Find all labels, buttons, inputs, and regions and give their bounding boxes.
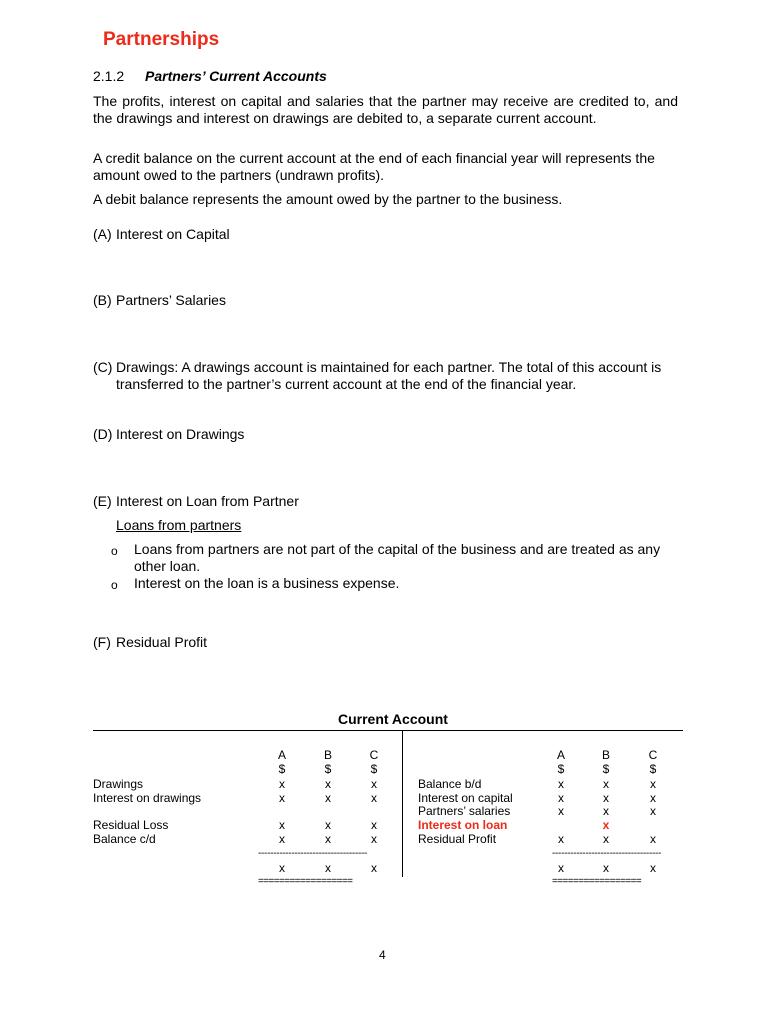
section-title: Partners’ Current Accounts bbox=[145, 68, 327, 84]
item-c-label: (C) bbox=[93, 359, 113, 375]
bullet-2-text: Interest on the loan is a business expense. bbox=[134, 575, 400, 591]
loans-heading: Loans from partners bbox=[116, 517, 242, 533]
bullet-2 bbox=[111, 575, 691, 592]
account-center-rule bbox=[402, 731, 403, 877]
credit-label-balance-bd: Balance b/d bbox=[418, 777, 482, 791]
credit-cell: x bbox=[650, 804, 656, 818]
credit-cell: x bbox=[603, 832, 609, 846]
right-col-b-header: B bbox=[601, 748, 610, 762]
right-col-b-currency: $ bbox=[602, 762, 610, 776]
section-heading bbox=[93, 68, 327, 84]
item-e bbox=[93, 493, 299, 510]
paragraph-1: The profits, interest on capital and salaries that the partner may receive are credited to, and the drawings and interest on drawings are debited to, a separate current account. bbox=[93, 93, 678, 126]
debit-cell: x bbox=[325, 791, 331, 805]
left-col-a-header: A bbox=[277, 748, 286, 762]
paragraph-2: A credit balance on the current account at the end of each financial year will represents the amount owed to the partners (undrawn profits). bbox=[93, 150, 655, 183]
right-total-cell: x bbox=[650, 861, 656, 875]
credit-label-partners-salaries: Partners’ salaries bbox=[418, 804, 511, 818]
item-a-label: (A) bbox=[93, 226, 112, 242]
right-col-a-header: A bbox=[556, 748, 565, 762]
account-top-rule bbox=[93, 730, 683, 731]
debit-cell: x bbox=[325, 818, 331, 832]
left-total-cell: x bbox=[371, 861, 377, 875]
item-c bbox=[93, 359, 733, 392]
credit-cell: x bbox=[650, 777, 656, 791]
left-total-cell: x bbox=[279, 861, 285, 875]
right-total-cell: x bbox=[603, 861, 609, 875]
bullet-marker: o bbox=[111, 544, 118, 558]
item-e-text: Interest on Loan from Partner bbox=[116, 493, 299, 509]
credit-label-interest-on-capital: Interest on capital bbox=[418, 791, 513, 805]
debit-label-drawings: Drawings bbox=[93, 777, 144, 791]
item-d bbox=[93, 426, 244, 443]
right-col-c-currency: $ bbox=[649, 762, 657, 776]
credit-label-interest-on-loan: Interest on loan bbox=[418, 818, 508, 832]
debit-label-residual-loss: Residual Loss bbox=[93, 818, 169, 832]
right-double-rule: ================= bbox=[552, 876, 642, 887]
credit-cell: x bbox=[558, 777, 564, 791]
page-title: Partnerships bbox=[103, 29, 220, 50]
debit-cell: x bbox=[279, 791, 285, 805]
left-subtotal-line: ------------------------------------ bbox=[258, 848, 368, 859]
item-f-text: Residual Profit bbox=[116, 634, 208, 650]
credit-cell: x bbox=[558, 832, 564, 846]
left-double-rule: ================== bbox=[258, 876, 353, 887]
section-number: 2.1.2 bbox=[93, 68, 125, 84]
current-account-title: Current Account bbox=[338, 711, 448, 727]
right-subtotal-line: ------------------------------------ bbox=[552, 848, 662, 859]
credit-cell: x bbox=[558, 791, 564, 805]
item-e-label: (E) bbox=[93, 493, 112, 509]
bullet-marker: o bbox=[111, 578, 118, 592]
credit-cell: x bbox=[558, 804, 564, 818]
left-total-cell: x bbox=[325, 861, 331, 875]
debit-label-balance-cd: Balance c/d bbox=[93, 832, 156, 846]
right-col-c-header: C bbox=[648, 748, 658, 762]
left-col-a-currency: $ bbox=[278, 762, 286, 776]
item-f bbox=[93, 634, 207, 651]
item-b-label: (B) bbox=[93, 292, 112, 308]
item-b bbox=[93, 292, 226, 309]
debit-cell: x bbox=[371, 818, 377, 832]
credit-cell: x bbox=[650, 791, 656, 805]
item-c-continuation: transferred to the partner’s current account at the end of the financial year. bbox=[116, 375, 577, 392]
right-col-a-currency: $ bbox=[557, 762, 565, 776]
debit-cell: x bbox=[371, 832, 377, 846]
item-f-label: (F) bbox=[93, 634, 111, 650]
left-col-c-currency: $ bbox=[370, 762, 378, 776]
right-total-cell: x bbox=[558, 861, 564, 875]
debit-cell: x bbox=[371, 777, 377, 791]
credit-cell: x bbox=[603, 791, 609, 805]
item-d-label: (D) bbox=[93, 426, 113, 442]
debit-cell: x bbox=[325, 777, 331, 791]
paragraph-3: A debit balance represents the amount owed by the partner to the business. bbox=[93, 191, 563, 207]
credit-cell: x bbox=[650, 832, 656, 846]
item-a-text: Interest on Capital bbox=[116, 226, 230, 242]
debit-cell: x bbox=[325, 832, 331, 846]
debit-cell: x bbox=[279, 777, 285, 791]
left-col-c-header: C bbox=[369, 748, 379, 762]
left-col-b-currency: $ bbox=[324, 762, 332, 776]
item-c-text: Drawings: A drawings account is maintained for each partner. The total of this account is bbox=[116, 359, 662, 375]
debit-cell: x bbox=[279, 832, 285, 846]
debit-cell: x bbox=[279, 818, 285, 832]
item-a bbox=[93, 226, 230, 243]
item-b-text: Partners’ Salaries bbox=[116, 292, 226, 308]
page-number: 4 bbox=[379, 948, 386, 962]
bullet-1-text: Loans from partners are not part of the capital of the business and are treated as any other loan. bbox=[134, 541, 661, 574]
item-d-text: Interest on Drawings bbox=[116, 426, 245, 442]
credit-label-residual-profit: Residual Profit bbox=[418, 832, 497, 846]
bullet-1 bbox=[111, 541, 691, 574]
credit-cell: x bbox=[603, 777, 609, 791]
left-col-b-header: B bbox=[323, 748, 332, 762]
credit-cell: x bbox=[603, 804, 609, 818]
debit-label-interest-on-drawings: Interest on drawings bbox=[93, 791, 202, 805]
credit-cell-loan-b: x bbox=[602, 818, 610, 832]
debit-cell: x bbox=[371, 791, 377, 805]
